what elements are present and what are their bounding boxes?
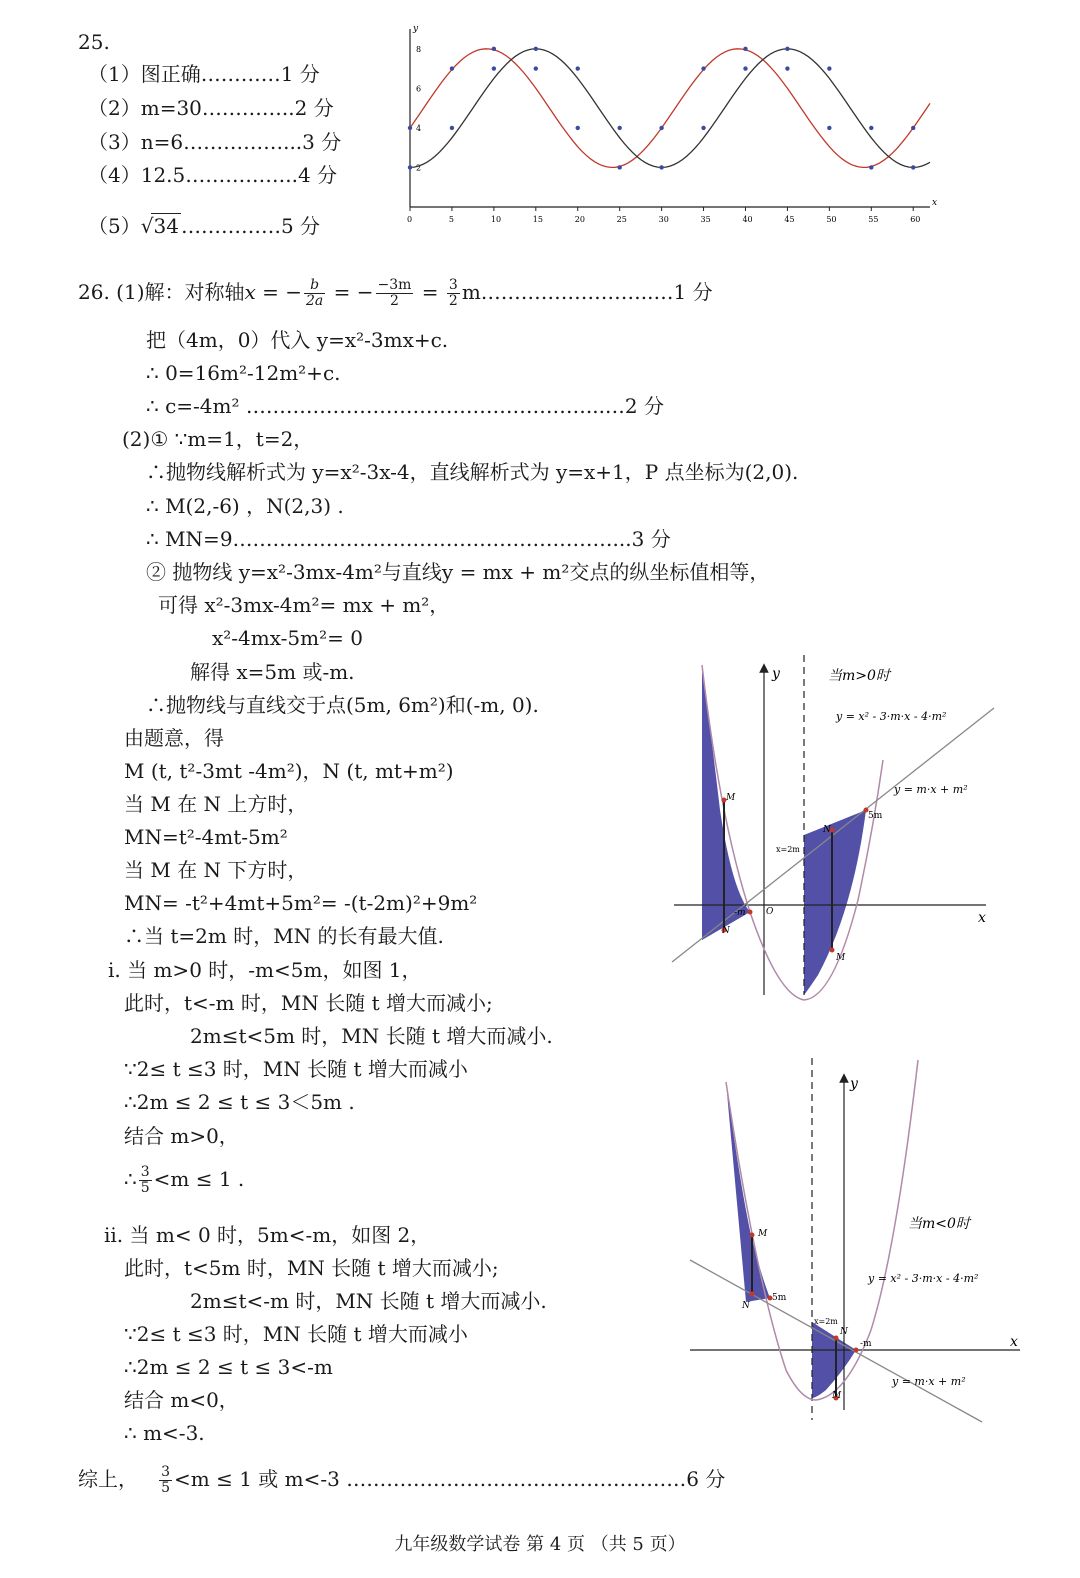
data-point [617, 165, 621, 169]
data-point [743, 47, 747, 51]
frac-3-5-a: $\frac{3}{5}$ [140, 1164, 150, 1196]
x-tick-label: 20 [574, 215, 585, 224]
q26-line-13: ∴抛物线与直线交于点(5m, 6m²)和(-m, 0). [146, 693, 539, 717]
fig2-line-label: y = m·x + m² [892, 1375, 966, 1388]
fig2-label-M2: M [832, 1391, 842, 1401]
q26-line-9: ② 抛物线 y=x²-3mx-4m²与直线y = mx + m²交点的纵坐标值相等， [146, 560, 770, 584]
data-point [492, 47, 496, 51]
item5-radicand: 34 [153, 214, 179, 238]
q26-line-17: MN=t²-4mt-5m² [124, 825, 288, 849]
q26-line-16: 当 M 在 N 上方时， [124, 792, 308, 816]
q26-line-10: 可得 x²-3mx-4m²= mx + m²， [158, 593, 450, 617]
sine-series-line [410, 49, 930, 168]
q25-item-1: （1）图正确…………1 分 [88, 62, 320, 86]
fig2-parabola-label: y = x² - 3·m·x - 4·m² [868, 1272, 979, 1285]
y-axis-label: y [413, 24, 419, 34]
y-tick-label: 8 [416, 44, 422, 54]
fig1-label-O: O [766, 907, 774, 917]
data-point [659, 126, 663, 130]
fig2-label-N2: N [840, 1327, 848, 1337]
q26-line-18: 当 M 在 N 下方时， [124, 858, 308, 882]
x-tick-label: 45 [784, 215, 795, 224]
fig2-label-negm: -m [860, 1339, 872, 1349]
q26-line-6: ∴抛物线解析式为 y=x²-3x-4，直线解析式为 y=x+1，P 点坐标为(2,0). [146, 460, 799, 484]
figure-1 [668, 650, 998, 1010]
figure-2 [686, 1050, 1026, 1425]
data-point [911, 126, 915, 130]
fig2-label-N1: N [742, 1301, 750, 1311]
y-tick-label: 4 [416, 123, 422, 133]
data-point [534, 66, 538, 70]
q25-item-2: （2）m=30…………..2 分 [88, 96, 334, 120]
x-tick-label: 0 [407, 215, 413, 224]
sine-series-line [410, 49, 930, 168]
q26-line-1: 26. (1)解：对称轴x = − $\frac{b}{2a}$ = − $\frac{-3m}{2}$ = $\frac{3}{2}$ m……………………..…1 分 [78, 277, 713, 309]
q26-line-23: 2m≤t<5m 时，MN 长随 t 增大而减小. [190, 1024, 553, 1048]
q26-line-31: ∵2≤ t ≤3 时，MN 长随 t 增大而减小 [124, 1322, 468, 1346]
data-point [450, 66, 454, 70]
q26-line-7: ∴ M(2,-6) ，N(2,3) . [146, 494, 344, 518]
q26-line-28: ii. 当 m< 0 时，5m<-m，如图 2， [104, 1223, 431, 1247]
fig1-label-negm: -m [734, 908, 746, 918]
q26-line-33: 结合 m<0， [124, 1388, 239, 1412]
conclusion-label: 综上， [78, 1467, 138, 1491]
q25-item-4: （4）12.5……………..4 分 [88, 163, 338, 187]
data-point [617, 126, 621, 130]
fig1-label-N1: N [722, 926, 730, 936]
q26-line-1-tail: m……………………..…1 分 [461, 280, 713, 304]
data-point [534, 47, 538, 51]
q26-line-11: x²-4mx-5m²= 0 [212, 626, 363, 650]
frac-3m-2: $\frac{-3m}{2}$ [377, 277, 412, 309]
data-point [827, 66, 831, 70]
q26-line-22: 此时，t<-m 时，MN 长随 t 增大而减小; [124, 991, 493, 1015]
item5-suffix: ……………5 分 [180, 214, 321, 238]
x-tick-label: 35 [700, 215, 711, 224]
page-footer: 九年级数学试卷 第 4 页 （共 5 页） [394, 1534, 686, 1555]
x-axis-label: x [932, 198, 938, 208]
data-point [492, 66, 496, 70]
fig1-label-M2: M [836, 953, 846, 963]
frac-3-5-b: $\frac{3}{5}$ [161, 1464, 170, 1496]
q25-item-5 [88, 213, 320, 238]
q26-line-25: ∴2m ≤ 2 ≤ t ≤ 3＜5m . [124, 1090, 355, 1114]
q26-line-30: 2m≤t<-m 时，MN 长随 t 增大而减小. [190, 1289, 547, 1313]
fig1-line-label: y = m·x + m² [894, 783, 968, 796]
x-tick-label: 50 [826, 215, 837, 224]
data-point [659, 165, 663, 169]
q25-item-3: （3）n=6……………...3 分 [88, 130, 342, 154]
data-point [827, 126, 831, 130]
data-point [701, 66, 705, 70]
fig1-label-x2m: x=2m [776, 845, 800, 854]
x-tick-label: 5 [448, 215, 455, 224]
item5-prefix: （5） [88, 214, 141, 238]
x-tick-label: 55 [868, 215, 879, 224]
shaded-region-right [812, 1322, 856, 1398]
sine-chart [398, 22, 938, 232]
sqrt-symbol: √ [140, 214, 154, 238]
q26-line-4: ∴ c=-4m² ……………………………………………...…2 分 [146, 394, 665, 418]
data-point [701, 126, 705, 130]
q26-intro: 26. (1)解：对称轴 [78, 280, 245, 304]
data-point [869, 126, 873, 130]
fig1-label-5m: 5m [868, 811, 883, 821]
fig2-title: 当m<0时 [908, 1216, 970, 1232]
data-point [576, 66, 580, 70]
fig2-y-label: y [850, 1076, 858, 1092]
data-point [450, 126, 454, 130]
fig1-parabola-label: y = x² - 3·m·x - 4·m² [836, 710, 947, 723]
q26-line-34: ∴ m<-3. [124, 1421, 205, 1445]
conclusion-tail: <m ≤ 1 或 m<-3 ……………………………………………6 分 [174, 1467, 726, 1491]
q26-line-19: MN= -t²+4mt+5m²= -(t-2m)²+9m² [124, 891, 478, 915]
data-point [408, 165, 412, 169]
fig1-title: 当m>0时 [828, 668, 890, 684]
x-tick-label: 15 [532, 215, 543, 224]
q26-line-15: M (t, t²-3mt -4m²)，N (t, mt+m²) [124, 759, 454, 783]
q26-line-8: ∴ MN=9…………………………………………………...3 分 [146, 527, 671, 551]
fig1-x-label: x [978, 910, 986, 926]
q26-line-5: (2)① ∵m=1，t=2， [122, 427, 314, 451]
shaded-region-left [726, 1082, 770, 1302]
q26-line-27: ∴ $\frac{3}{5}$ <m ≤ 1 . [124, 1164, 245, 1196]
fig2-x-label: x [1010, 1334, 1018, 1350]
frac-3-2: $\frac{3}{2}$ [448, 277, 458, 309]
q26-line-2: 把（4m，0）代入 y=x²-3mx+c. [146, 328, 449, 352]
q26-line-26: 结合 m>0， [124, 1124, 239, 1148]
data-point [785, 66, 789, 70]
x-tick-label: 25 [616, 215, 627, 224]
fig1-label-N2: N [823, 825, 831, 835]
q26-line-29: 此时，t<5m 时，MN 长随 t 增大而减小; [124, 1256, 499, 1280]
axis-x: x [244, 280, 256, 304]
fig2-label-x2m: x=2m [814, 1317, 838, 1326]
data-point [408, 126, 412, 130]
fig2-label-5m: 5m [772, 1293, 787, 1303]
q26-line-24: ∵2≤ t ≤3 时，MN 长随 t 增大而减小 [124, 1057, 468, 1081]
data-point [785, 47, 789, 51]
q26-line-14: 由题意，得 [124, 726, 224, 750]
frac-b-2a: $\frac{b}{2a}$ [306, 277, 324, 309]
x-tick-label: 60 [910, 215, 921, 224]
y-tick-label: 2 [416, 163, 422, 173]
y-tick-label: 6 [416, 84, 422, 94]
q26-line-12: 解得 x=5m 或-m. [190, 660, 355, 684]
data-point [869, 165, 873, 169]
x-tick-label: 30 [658, 215, 669, 224]
x-tick-label: 40 [742, 215, 753, 224]
q25-number: 25. [78, 30, 110, 54]
q26-line-27-tail: <m ≤ 1 . [153, 1167, 245, 1191]
fig1-label-M1: M [726, 793, 736, 803]
data-point [576, 126, 580, 130]
q26-conclusion [78, 1465, 725, 1496]
fig2-label-M1: M [758, 1229, 768, 1239]
q26-line-21: i. 当 m>0 时，-m<5m，如图 1， [108, 958, 422, 982]
data-point [743, 66, 747, 70]
q26-line-3: ∴ 0=16m²-12m²+c. [146, 361, 341, 385]
q26-line-20: ∴当 t=2m 时，MN 的长有最大值. [124, 924, 444, 948]
q26-line-32: ∴2m ≤ 2 ≤ t ≤ 3<-m [124, 1355, 333, 1379]
data-point [911, 165, 915, 169]
x-tick-label: 10 [490, 215, 502, 224]
fig1-y-label: y [772, 666, 780, 682]
